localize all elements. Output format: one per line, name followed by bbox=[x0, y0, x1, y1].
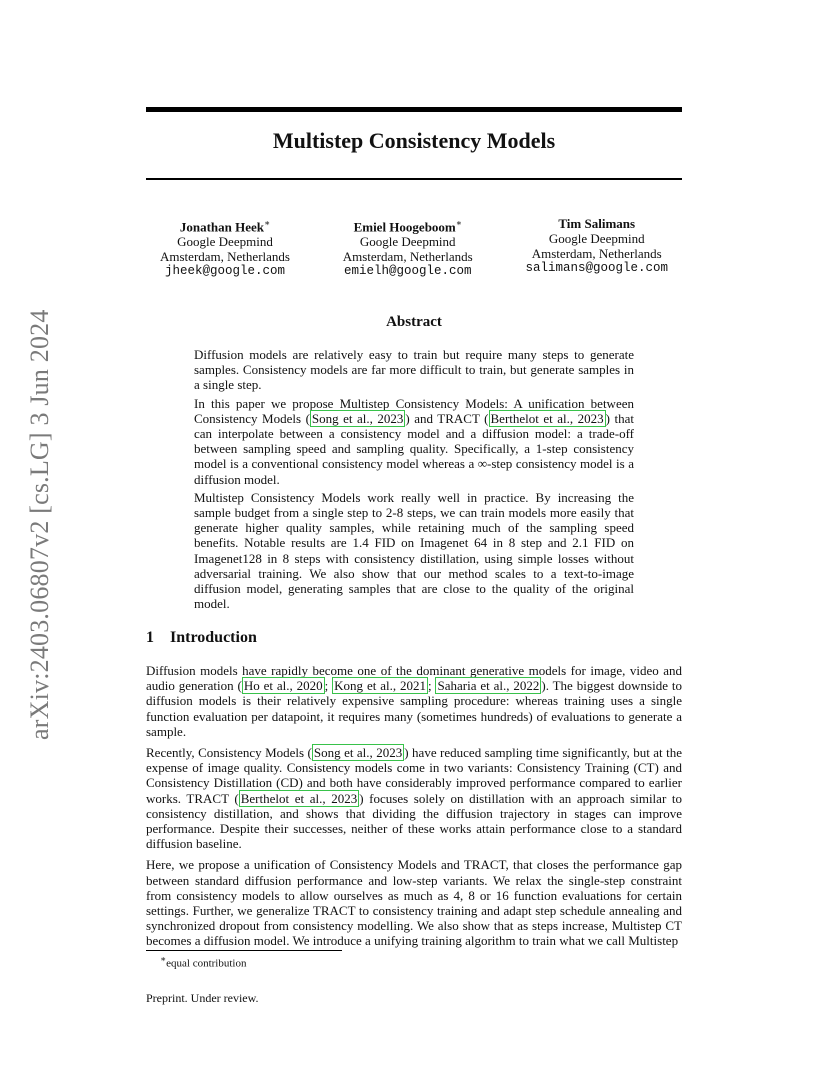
section-heading bbox=[146, 629, 257, 647]
abstract-heading: Abstract bbox=[386, 314, 442, 330]
text-run: Diffusion models have rapidly become one of the dominant generative models for image, video and audio generation ( bbox=[146, 663, 682, 694]
text-run: ; bbox=[324, 678, 333, 694]
author-name: Tim Salimans bbox=[558, 216, 636, 231]
intro-paragraph-1 bbox=[146, 663, 682, 739]
section-title: Introduction bbox=[170, 629, 257, 646]
author-2 bbox=[343, 216, 473, 279]
abstract-body bbox=[194, 347, 634, 614]
arxiv-identifier: arXiv:2403.06807v2 [cs.LG] 3 Jun 2024 bbox=[25, 309, 54, 741]
abstract-paragraph-3: Multistep Consistency Models work really well in practice. By increasing the sample budget from a single step to 2-8 steps, we can train models more easily that generate higher quality samples, while retaining much of the sampling speed benefits. Notable results are 1.4 FID on Imagenet 64 in 8 step and 2.1 FID on Imagenet128 in 8 steps with consistency distillation, using simple losses without adversarial training. We also show that our method scales to a text-to-image diffusion model, generating samples that are close to the quality of the original model. bbox=[194, 489, 634, 612]
section-number: 1 bbox=[146, 629, 154, 646]
citation-link[interactable]: Berthelot et al., 2023 bbox=[490, 410, 604, 426]
author-1 bbox=[160, 216, 290, 279]
citation-link[interactable]: Song et al., 2023 bbox=[311, 410, 404, 426]
title-top-rule bbox=[146, 107, 682, 112]
equal-contribution-mark: ∗ bbox=[264, 218, 271, 228]
section-body bbox=[146, 663, 682, 955]
author-email[interactable]: emielh@google.com bbox=[343, 264, 472, 279]
footnote-rule bbox=[146, 950, 342, 951]
author-name: Emiel Hoogeboom bbox=[353, 219, 456, 235]
text-run: ). The biggest downside to diffusion models is their relatively expensive sampling procedure: whereas training uses a single function evaluation per datapoint, it requires many (sometimes hundreds) of evaluations to generate a sample. bbox=[146, 678, 682, 739]
title-bottom-rule bbox=[146, 178, 682, 180]
text-run: ) that can interpolate between a consistency model and a diffusion model: a trade-off between sampling speed and sampling quality. Specifically, a 1-step consistency model is a conventional consistency model whereas a ∞-step consistency model is a diffusion model. bbox=[194, 410, 634, 487]
preprint-notice: Preprint. Under review. bbox=[146, 991, 259, 1005]
text-run: Recently, Consistency Models ( bbox=[146, 745, 312, 761]
author-affiliation: Google Deepmind bbox=[177, 234, 273, 250]
intro-paragraph-2 bbox=[146, 745, 682, 851]
citation-link[interactable]: Berthelot et al., 2023 bbox=[240, 790, 358, 806]
author-location: Amsterdam, Netherlands bbox=[531, 246, 662, 261]
citation-link[interactable]: Ho et al., 2020 bbox=[243, 678, 323, 694]
citation-link[interactable]: Song et al., 2023 bbox=[313, 745, 403, 761]
text-run: ) have reduced sampling time significantly, but at the expense of image quality. Consistency models come in two variants: Consistency Training (CT) and Consistency Distillation (CD) and both have considerably improved performance compared to earlier works. TRACT ( bbox=[146, 745, 682, 806]
text-run: ) focuses solely on distillation with an approach similar to consistency distillation, and shows that dividing the diffusion trajectory in stages can improve performance. Despite their successes, neither of these works attain performance close to a standard diffusion baseline. bbox=[146, 790, 682, 852]
text-run: In this paper we propose Multistep Consistency Models: A unification between Consistency Models ( bbox=[194, 395, 634, 426]
author-email[interactable]: jheek@google.com bbox=[164, 264, 285, 279]
text-run: ; bbox=[427, 678, 436, 694]
citation-link[interactable]: Saharia et al., 2022 bbox=[437, 678, 540, 694]
author-location: Amsterdam, Netherlands bbox=[160, 249, 290, 265]
author-email[interactable]: salimans@google.com bbox=[525, 261, 668, 275]
author-location: Amsterdam, Netherlands bbox=[342, 249, 473, 265]
text-run: ) and TRACT ( bbox=[405, 410, 489, 426]
footnote bbox=[160, 954, 246, 970]
author-affiliation: Google Deepmind bbox=[548, 231, 645, 246]
abstract-paragraph-2 bbox=[194, 396, 634, 487]
abstract-paragraph-1: Diffusion models are relatively easy to train but require many steps to generate samples. Consistency models are far more difficult to train, but generate samples in a single step. bbox=[194, 347, 634, 393]
paper-title: Multistep Consistency Models bbox=[272, 128, 556, 153]
citation-link[interactable]: Kong et al., 2021 bbox=[334, 678, 426, 694]
footnote-text: equal contribution bbox=[166, 957, 247, 970]
equal-contribution-mark: ∗ bbox=[455, 218, 462, 228]
author-3 bbox=[525, 216, 668, 279]
footnote-mark: ∗ bbox=[160, 954, 167, 964]
intro-paragraph-3: Here, we propose a unification of Consistency Models and TRACT, that closes the performance gap between standard diffusion performance and low-step variants. We relax the single-step constraint from consistency models to allow ourselves as much as 4, 8 or 16 function evaluations for certain settings. Further, we generalize TRACT to consistency training and adapt step schedule annealing and synchronized dropout from consistency modelling. We also show that as steps increase, Multistep CT becomes a diffusion model. We introduce a unifying training algorithm to train what we call Multistep bbox=[146, 857, 682, 949]
author-affiliation: Google Deepmind bbox=[359, 234, 456, 250]
author-block bbox=[160, 216, 668, 279]
author-name: Jonathan Heek bbox=[179, 219, 264, 235]
